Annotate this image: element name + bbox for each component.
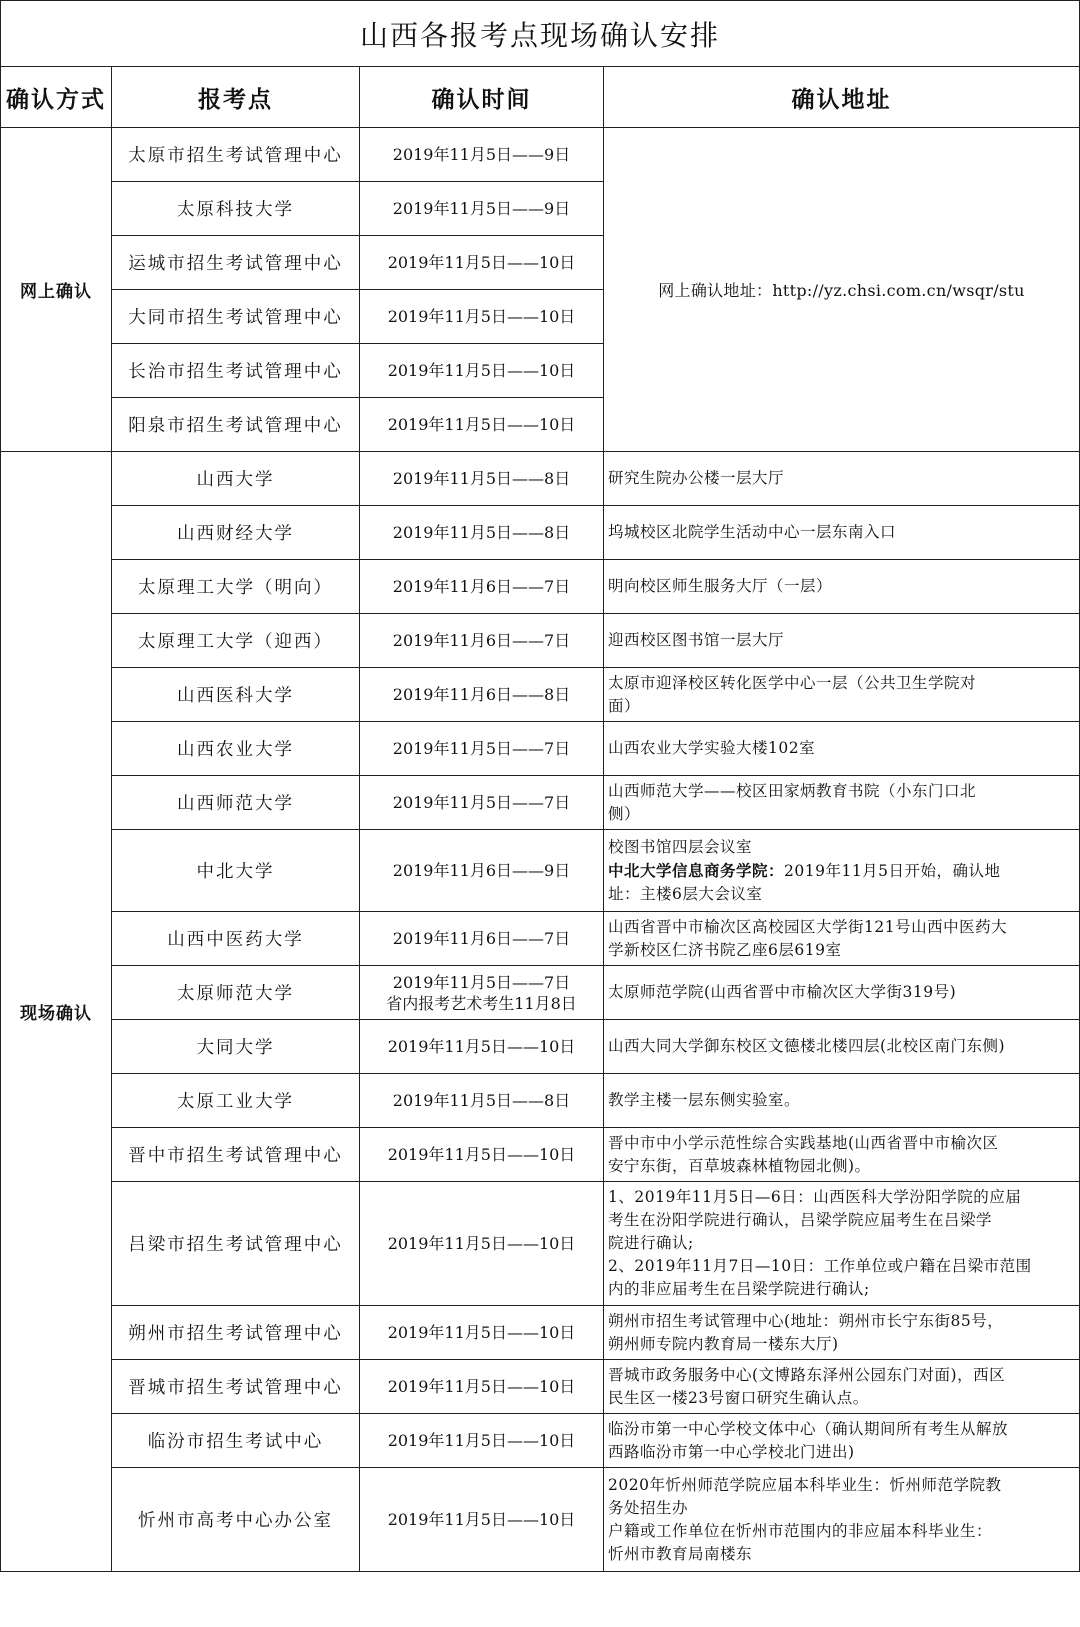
address-cell	[604, 1128, 1080, 1182]
time-line: 2019年11月6日——7日	[392, 577, 571, 596]
time-cell	[360, 776, 604, 830]
table-row	[1, 668, 1080, 722]
address-line	[608, 1333, 1076, 1356]
table-row	[1, 1020, 1080, 1074]
address-text: 晋城市政务服务中心(文博路东泽州公园东门对面)，西区	[608, 1365, 1006, 1384]
address-text: 临汾市第一中心学校文体中心（确认期间所有考生从解放	[608, 1419, 1009, 1438]
address-text: 侧）	[608, 804, 641, 823]
site-cell: 山西大学	[112, 452, 360, 506]
site-cell: 中北大学	[112, 830, 360, 912]
time-line: 2019年11月5日——10日	[387, 1145, 576, 1164]
address-text: 教学主楼一层东侧实验室。	[608, 1091, 801, 1109]
time-cell	[360, 1128, 604, 1182]
table-row	[1, 560, 1080, 614]
address-cell	[604, 452, 1080, 506]
address-text: 太原师范学院(山西省晋中市榆次区大学街319号)	[608, 983, 957, 1001]
address-line	[608, 672, 1076, 695]
address-cell	[604, 776, 1080, 830]
address-text: 坞城校区北院学生活动中心一层东南入口	[608, 523, 897, 541]
site-cell: 山西医科大学	[112, 668, 360, 722]
address-text: 学新校区仁济书院乙座6层619室	[608, 940, 842, 959]
site-cell: 太原师范大学	[112, 966, 360, 1020]
address-cell	[604, 506, 1080, 560]
address-cell	[604, 1306, 1080, 1360]
address-text: 明向校区师生服务大厅（一层）	[608, 577, 833, 595]
address-text: 山西师范大学——校区田家炳教育书院（小东门口北	[608, 781, 977, 800]
time-cell	[360, 722, 604, 776]
site-cell: 朔州市招生考试管理中心	[112, 1306, 360, 1360]
address-text: 户籍或工作单位在忻州市范围内的非应届本科毕业生：	[608, 1521, 993, 1540]
address-text: 内的非应届考生在吕梁学院进行确认;	[608, 1280, 870, 1298]
table-row	[1, 722, 1080, 776]
address-cell	[604, 722, 1080, 776]
table-row	[1, 830, 1080, 912]
time-cell: 2019年11月5日——9日	[360, 128, 604, 182]
site-cell: 临汾市招生考试中心	[112, 1414, 360, 1468]
address-line	[608, 1474, 1076, 1497]
address-cell	[604, 830, 1080, 912]
time-line: 2019年11月6日——9日	[392, 861, 571, 880]
address-cell	[604, 966, 1080, 1020]
table-row	[1, 506, 1080, 560]
table-row	[1, 1468, 1080, 1572]
address-line	[608, 1132, 1076, 1155]
address-line	[608, 916, 1076, 939]
address-text: 山西农业大学实验大楼102室	[608, 739, 816, 757]
address-text: 2、2019年11月7日—10日：工作单位或户籍在吕梁市范围	[608, 1257, 1032, 1275]
address-line	[608, 883, 1076, 906]
table-row	[1, 1182, 1080, 1306]
site-cell: 大同大学	[112, 1020, 360, 1074]
time-line: 2019年11月6日——8日	[392, 685, 571, 704]
time-line: 2019年11月5日——7日	[392, 793, 571, 812]
table-row	[1, 776, 1080, 830]
time-cell	[360, 1360, 604, 1414]
time-line: 2019年11月5日——7日	[392, 972, 571, 992]
time-cell	[360, 1306, 604, 1360]
address-text: 忻州市教育局南楼东	[608, 1544, 753, 1563]
header-method: 确认方式	[1, 67, 112, 128]
address-line	[608, 521, 1076, 544]
time-cell: 2019年11月5日——10日	[360, 344, 604, 398]
table-row	[1, 1074, 1080, 1128]
site-cell: 太原理工大学（迎西）	[112, 614, 360, 668]
address-text: 山西大同大学御东校区文德楼北楼四层(北校区南门东侧)	[608, 1037, 1006, 1055]
address-line	[608, 1186, 1076, 1209]
site-cell: 太原科技大学	[112, 182, 360, 236]
address-line	[608, 467, 1076, 490]
address-line	[608, 1255, 1076, 1278]
table-row	[1, 1360, 1080, 1414]
site-cell: 忻州市高考中心办公室	[112, 1468, 360, 1572]
site-cell: 晋中市招生考试管理中心	[112, 1128, 360, 1182]
time-cell	[360, 966, 604, 1020]
address-line	[608, 1155, 1076, 1178]
time-line: 2019年11月5日——10日	[387, 1431, 576, 1450]
address-text: 迎西校区图书馆一层大厅	[608, 631, 785, 649]
site-cell: 运城市招生考试管理中心	[112, 236, 360, 290]
table-row	[1, 452, 1080, 506]
time-cell: 2019年11月5日——9日	[360, 182, 604, 236]
time-cell	[360, 614, 604, 668]
address-text: 面）	[608, 696, 641, 715]
address-cell	[604, 1020, 1080, 1074]
address-cell	[604, 560, 1080, 614]
address-text: 2020年忻州师范学院应届本科毕业生：忻州师范学院教	[608, 1475, 1002, 1494]
time-cell: 2019年11月5日——10日	[360, 398, 604, 452]
address-line	[608, 1441, 1076, 1464]
time-cell	[360, 452, 604, 506]
address-line	[608, 1089, 1076, 1112]
table-row	[1, 1306, 1080, 1360]
site-cell: 山西农业大学	[112, 722, 360, 776]
time-line: 省内报考艺术考生11月8日	[386, 993, 577, 1013]
time-cell	[360, 668, 604, 722]
address-line	[608, 1310, 1076, 1333]
site-cell: 晋城市招生考试管理中心	[112, 1360, 360, 1414]
time-cell: 2019年11月5日——10日	[360, 236, 604, 290]
time-cell	[360, 560, 604, 614]
time-cell	[360, 1074, 604, 1128]
address-line	[608, 1035, 1076, 1058]
time-cell	[360, 1468, 604, 1572]
time-line: 2019年11月5日——8日	[392, 469, 571, 488]
address-line	[608, 803, 1076, 826]
time-line: 2019年11月5日——7日	[392, 739, 571, 758]
address-text: 安宁东街，百草坡森林植物园北侧)。	[608, 1156, 871, 1175]
site-cell: 山西财经大学	[112, 506, 360, 560]
site-cell: 太原理工大学（明向）	[112, 560, 360, 614]
time-line: 2019年11月5日——10日	[387, 1323, 576, 1342]
table-row	[1, 128, 1080, 182]
address-line	[608, 1520, 1076, 1543]
address-line	[608, 1387, 1076, 1410]
address-line	[608, 575, 1076, 598]
table-row	[1, 614, 1080, 668]
address-text: 研究生院办公楼一层大厅	[608, 469, 785, 487]
address-cell	[604, 1414, 1080, 1468]
site-cell: 大同市招生考试管理中心	[112, 290, 360, 344]
time-line: 2019年11月5日——10日	[387, 1234, 576, 1253]
site-cell: 长治市招生考试管理中心	[112, 344, 360, 398]
time-line: 2019年11月5日——10日	[387, 1037, 576, 1056]
address-line	[608, 737, 1076, 760]
table-row	[1, 966, 1080, 1020]
online-address: 网上确认地址：http://yz.chsi.com.cn/wsqr/stu	[604, 128, 1080, 452]
address-text: 考生在汾阳学院进行确认，吕梁学院应届考生在吕梁学	[608, 1211, 993, 1229]
address-cell	[604, 614, 1080, 668]
address-cell	[604, 1468, 1080, 1572]
address-line	[608, 1497, 1076, 1520]
address-line	[608, 981, 1076, 1004]
time-cell	[360, 506, 604, 560]
address-line	[608, 1209, 1076, 1232]
table-row	[1, 1128, 1080, 1182]
time-cell	[360, 1182, 604, 1306]
address-line	[608, 1232, 1076, 1255]
header-row	[1, 67, 1080, 128]
time-cell	[360, 830, 604, 912]
address-text: 址：主楼6层大会议室	[608, 884, 763, 903]
address-text: 校图书馆四层会议室	[608, 837, 753, 856]
address-line	[608, 1543, 1076, 1566]
address-line	[608, 836, 1076, 859]
page-title: 山西各报考点现场确认安排	[1, 1, 1080, 67]
time-cell	[360, 1414, 604, 1468]
site-cell: 山西师范大学	[112, 776, 360, 830]
table-row	[1, 912, 1080, 966]
site-cell: 吕梁市招生考试管理中心	[112, 1182, 360, 1306]
header-time: 确认时间	[360, 67, 604, 128]
time-line: 2019年11月5日——10日	[387, 1377, 576, 1396]
address-line	[608, 1278, 1076, 1301]
address-line	[608, 695, 1076, 718]
table-body	[1, 128, 1080, 1572]
address-text: 太原市迎泽校区转化医学中心一层（公共卫生学院对	[608, 673, 977, 692]
time-line: 2019年11月5日——8日	[392, 1091, 571, 1110]
time-cell	[360, 1020, 604, 1074]
address-text: 晋中市中小学示范性综合实践基地(山西省晋中市榆次区	[608, 1133, 999, 1152]
time-line: 2019年11月5日——8日	[392, 523, 571, 542]
time-cell: 2019年11月5日——10日	[360, 290, 604, 344]
address-text: 民生区一楼23号窗口研究生确认点。	[608, 1388, 869, 1407]
method-online: 网上确认	[1, 128, 112, 452]
address-cell	[604, 668, 1080, 722]
address-line	[608, 859, 1076, 883]
address-cell	[604, 1182, 1080, 1306]
address-text: 朔州师专院内教育局一楼东大厅)	[608, 1334, 839, 1353]
address-cell	[604, 912, 1080, 966]
address-line	[608, 629, 1076, 652]
address-cell	[604, 1360, 1080, 1414]
header-address: 确认地址	[604, 67, 1080, 128]
time-line: 2019年11月5日——10日	[387, 1510, 576, 1529]
time-cell	[360, 912, 604, 966]
address-text: 山西省晋中市榆次区高校园区大学街121号山西中医药大	[608, 917, 1008, 936]
time-line: 2019年11月6日——7日	[392, 929, 571, 948]
time-line: 2019年11月6日——7日	[392, 631, 571, 650]
method-onsite: 现场确认	[1, 452, 112, 1572]
address-cell	[604, 1074, 1080, 1128]
address-text: 西路临汾市第一中心学校北门进出)	[608, 1442, 855, 1461]
site-cell: 阳泉市招生考试管理中心	[112, 398, 360, 452]
site-cell: 太原市招生考试管理中心	[112, 128, 360, 182]
site-cell: 太原工业大学	[112, 1074, 360, 1128]
address-text: 院进行确认;	[608, 1234, 694, 1252]
address-line	[608, 1364, 1076, 1387]
address-line	[608, 780, 1076, 803]
address-emphasis: 中北大学信息商务学院：	[608, 860, 785, 880]
address-text: 务处招生办	[608, 1498, 689, 1517]
address-text: 朔州市招生考试管理中心(地址：朔州市长宁东街85号，	[608, 1311, 1004, 1330]
header-site: 报考点	[112, 67, 360, 128]
address-line	[608, 1418, 1076, 1441]
address-text: 1、2019年11月5日—6日：山西医科大学汾阳学院的应届	[608, 1188, 1022, 1206]
site-cell: 山西中医药大学	[112, 912, 360, 966]
address-text: 2019年11月5日开始，确认地	[784, 861, 1001, 880]
address-line	[608, 939, 1076, 962]
table-row	[1, 1414, 1080, 1468]
